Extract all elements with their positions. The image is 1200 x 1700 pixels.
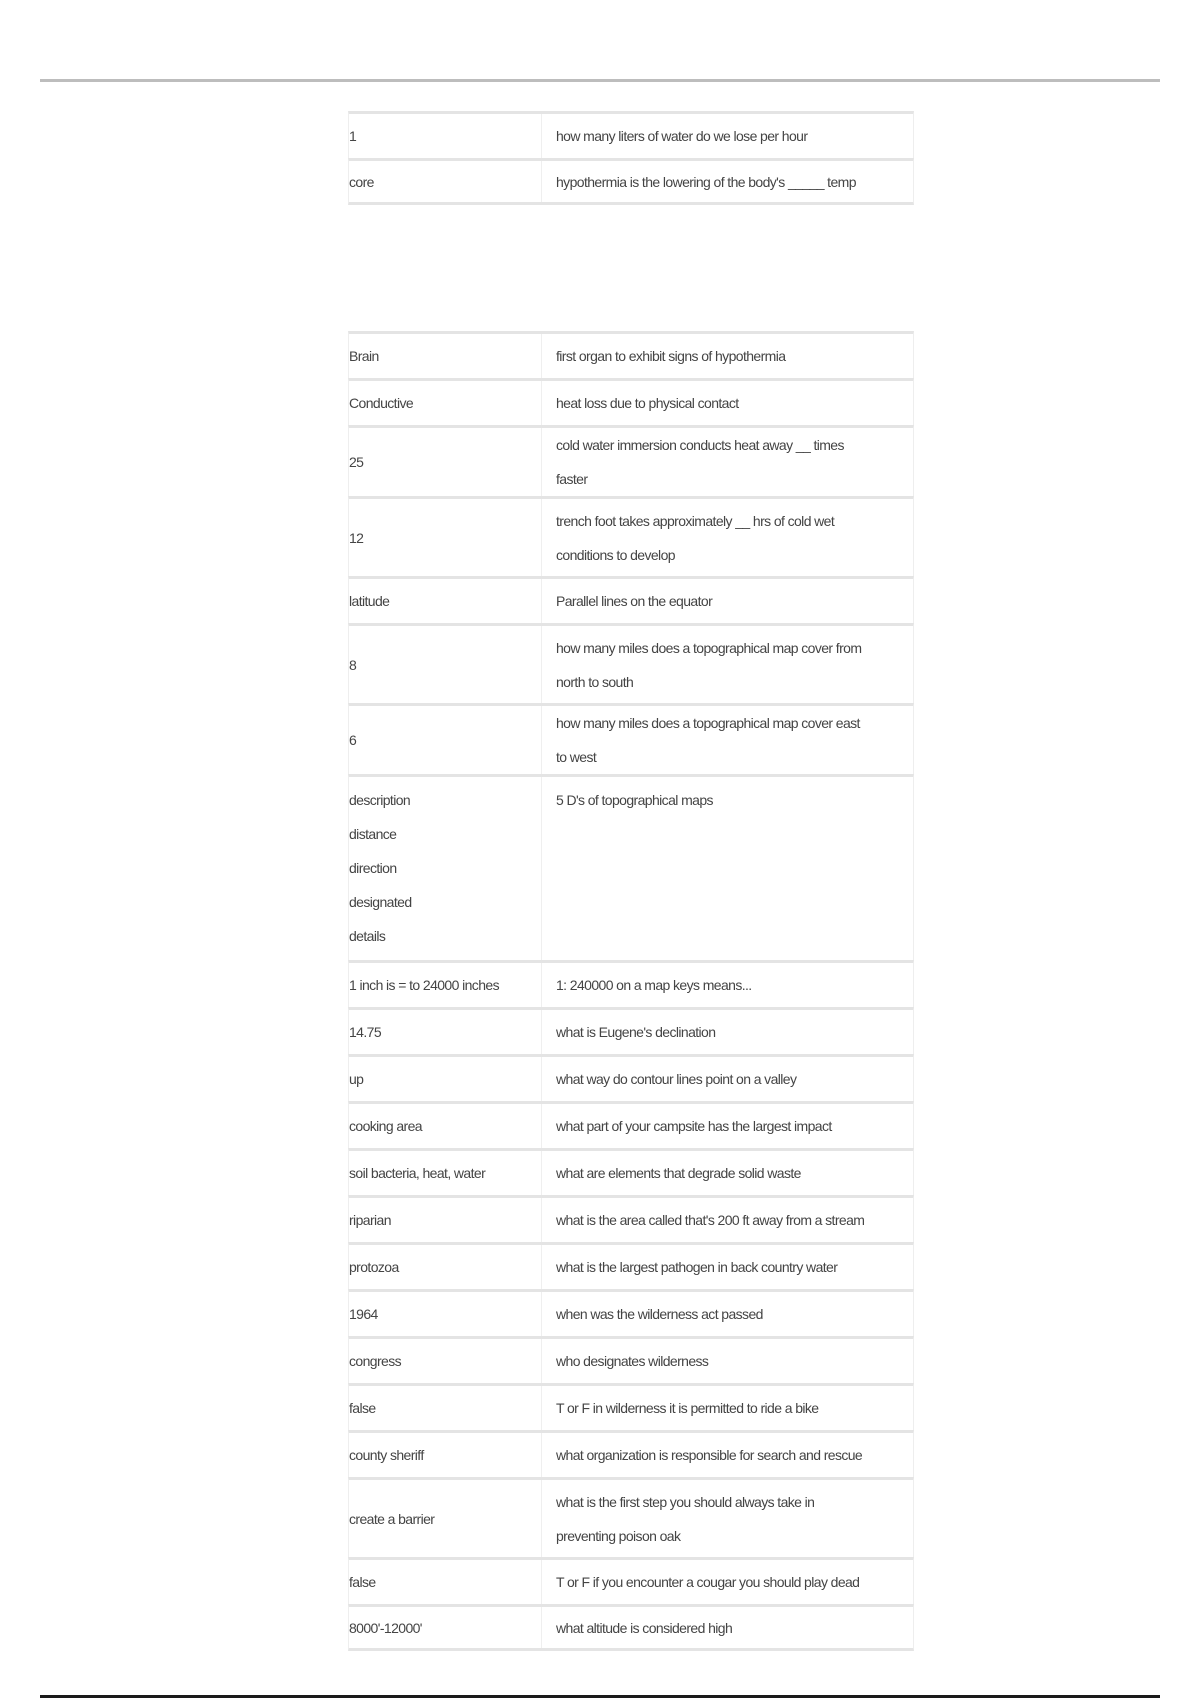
table-row bbox=[348, 425, 914, 496]
definition-cell: what is the area called that's 200 ft away from a stream bbox=[556, 1212, 865, 1228]
term-cell: up bbox=[349, 1057, 542, 1101]
table-row bbox=[348, 1054, 914, 1101]
table-row bbox=[348, 1195, 914, 1242]
top-divider bbox=[40, 79, 1160, 82]
definition-cell: what is Eugene's declination bbox=[556, 1024, 716, 1040]
flashcard-table-2 bbox=[348, 331, 914, 1651]
table-row bbox=[348, 774, 914, 960]
table-row bbox=[348, 1430, 914, 1477]
term-cell: description distance direction designated details bbox=[349, 777, 542, 960]
definition-cell: how many liters of water do we lose per hour bbox=[556, 128, 808, 144]
table-row bbox=[348, 960, 914, 1007]
table-row bbox=[348, 576, 914, 623]
table-row bbox=[348, 331, 914, 378]
term-cell: 25 bbox=[349, 428, 542, 496]
table-row bbox=[348, 1477, 914, 1557]
table-row bbox=[348, 1148, 914, 1195]
term-cell: 12 bbox=[349, 499, 542, 576]
definition-cell: cold water immersion conducts heat away __ times faster bbox=[556, 437, 844, 487]
definition-cell: what are elements that degrade solid waste bbox=[556, 1165, 801, 1181]
term-cell: 6 bbox=[349, 706, 542, 774]
table-row bbox=[348, 1604, 914, 1651]
flashcard-table-1 bbox=[348, 111, 914, 205]
definition-cell: how many miles does a topographical map cover east to west bbox=[556, 715, 860, 765]
table-row bbox=[348, 703, 914, 774]
definition-cell: T or F in wilderness it is permitted to ride a bike bbox=[556, 1400, 819, 1416]
definition-cell: who designates wilderness bbox=[556, 1353, 709, 1369]
bottom-divider bbox=[40, 1695, 1160, 1698]
definition-cell: what is the first step you should always take in preventing poison oak bbox=[556, 1493, 815, 1544]
table-row bbox=[348, 158, 914, 205]
term-cell: 1 inch is = to 24000 inches bbox=[349, 963, 542, 1007]
table-row bbox=[348, 1242, 914, 1289]
term-cell: Conductive bbox=[349, 381, 542, 425]
table-row bbox=[348, 1336, 914, 1383]
term-cell: 8 bbox=[349, 626, 542, 703]
table-row bbox=[348, 1289, 914, 1336]
term-cell: 1 bbox=[349, 114, 542, 158]
definition-cell: what is the largest pathogen in back country water bbox=[556, 1259, 838, 1275]
definition-cell: heat loss due to physical contact bbox=[556, 395, 739, 411]
table-row bbox=[348, 1007, 914, 1054]
table-row bbox=[348, 378, 914, 425]
definition-cell: what altitude is considered high bbox=[556, 1619, 733, 1636]
term-cell: false bbox=[349, 1386, 542, 1430]
definition-cell: 5 D's of topographical maps bbox=[556, 792, 713, 808]
table-row bbox=[348, 1383, 914, 1430]
definition-cell: T or F if you encounter a cougar you should play dead bbox=[556, 1574, 860, 1590]
term-cell: core bbox=[349, 161, 542, 202]
term-cell: congress bbox=[349, 1339, 542, 1383]
definition-cell: trench foot takes approximately __ hrs of cold wet conditions to develop bbox=[556, 512, 835, 563]
term-cell: cooking area bbox=[349, 1104, 542, 1148]
table-row bbox=[348, 1101, 914, 1148]
definition-cell: first organ to exhibit signs of hypothermia bbox=[556, 348, 786, 364]
term-cell: 1964 bbox=[349, 1292, 542, 1336]
term-cell: false bbox=[349, 1560, 542, 1604]
definition-cell: 1: 240000 on a map keys means... bbox=[556, 977, 752, 993]
table-row bbox=[348, 111, 914, 158]
table-row bbox=[348, 496, 914, 576]
definition-cell: Parallel lines on the equator bbox=[556, 593, 713, 609]
term-cell: 14.75 bbox=[349, 1010, 542, 1054]
term-cell: latitude bbox=[349, 579, 542, 623]
term-cell: Brain bbox=[349, 334, 542, 378]
term-cell: county sheriff bbox=[349, 1433, 542, 1477]
definition-cell: hypothermia is the lowering of the body's _____ temp bbox=[556, 173, 856, 190]
definition-cell: what part of your campsite has the largest impact bbox=[556, 1118, 832, 1134]
definition-cell: what way do contour lines point on a valley bbox=[556, 1071, 797, 1087]
table-row bbox=[348, 623, 914, 703]
term-cell: soil bacteria, heat, water bbox=[349, 1151, 542, 1195]
term-cell: create a barrier bbox=[349, 1480, 542, 1557]
table-row bbox=[348, 1557, 914, 1604]
definition-cell: how many miles does a topographical map cover from north to south bbox=[556, 639, 862, 690]
definition-cell: what organization is responsible for search and rescue bbox=[556, 1447, 863, 1463]
term-cell: riparian bbox=[349, 1198, 542, 1242]
term-cell: protozoa bbox=[349, 1245, 542, 1289]
term-cell: 8000'-12000' bbox=[349, 1607, 542, 1648]
definition-cell: when was the wilderness act passed bbox=[556, 1306, 763, 1322]
